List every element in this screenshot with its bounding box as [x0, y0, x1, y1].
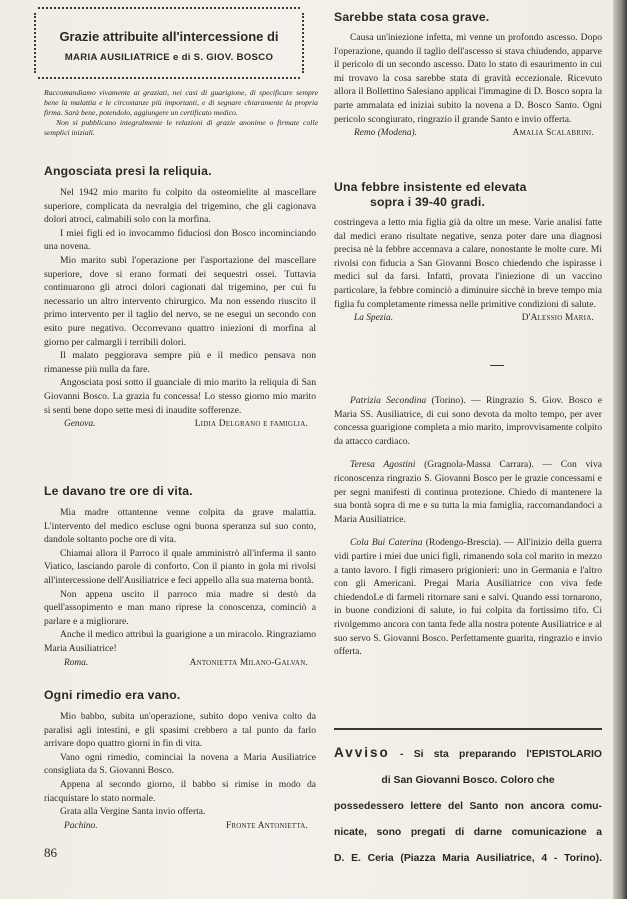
signature-place: Genova.: [64, 419, 96, 430]
signature-line: [334, 312, 602, 326]
signature-name: Antonietta Milano-Galvan.: [189, 657, 308, 668]
grace-text: (Rodengo-Brescia). — All'inizio della guerra vidi partire i miei due unici figli, rimanendo sola col marito in mezzo a tanto lavoro. I figli rimasero prigionieri: uno in Germania e l'altro con gli Americani. Pregai Maria Ausiliatrice con viva fede chiedendoLe di farmeli ritornare sani e salvi. Quando essi tornarono, in buone condizioni di salute, io fui colpita da fortissimo tifo. Ci rivolgemmo ancora con tanta fede alla nostra potente Ausiliatrice e al suo servo S. Giovanni Bosco. Perfettamente guarita, ringrazio e invio offerta.: [334, 537, 602, 658]
signature-name: Lidia Delgrano e famiglia.: [194, 419, 308, 430]
grace-entry: [334, 536, 602, 658]
paragraph: Appena al secondo giorno, il babbo si rimise in modo da riacquistare lo stato normale.: [44, 778, 316, 804]
signature-line: [44, 657, 316, 671]
section-title-line2: sopra i 39-40 gradi.: [370, 195, 486, 209]
section-title: Ogni rimedio era vano.: [44, 688, 181, 702]
header-subtitle: MARIA AUSILIATRICE e di S. GIOV. BOSCO: [64, 52, 274, 63]
signature-line: [44, 820, 316, 834]
avviso-lead: Avviso: [334, 745, 390, 760]
grace-text: (Gragnola-Massa Carrara). — Con viva riconoscenza ringrazio S. Giovanni Bosco per le grazie concessami e per segni manifesti di continua protezione. Chiedo di mantenere la sua bontà sopra di me e su tutta la mia famiglia, raccomandandoci a Maria Ausiliatrice.: [334, 459, 603, 525]
avviso-line-2: di San Giovanni Bosco. Coloro che: [381, 775, 555, 786]
paragraph: Vano ogni rimedio, cominciai la novena a Maria Ausiliatrice consigliata da S. Giovanni Bosco.: [44, 751, 316, 777]
avviso-text: - Si sta preparando l'EPISTOLARIO: [400, 749, 602, 760]
grace-name: Teresa Agostini: [350, 459, 416, 471]
short-graces: [334, 394, 602, 659]
note-paragraph-2: Non si pubblicano integralmente le relazioni di grazie anonime o firmate colle semplici iniziali.: [44, 118, 318, 137]
grace-entry: [334, 458, 602, 526]
note-paragraph-1: Raccomandiamo vivamente ai graziati, nei casi di guarigione, di specificare sempre bene la malattia e le circostanze più importanti, e di segnare chiaramente la propria firma. Sarà bene, potendolo, aggiungere un certificato medico.: [44, 88, 318, 117]
paragraph: Mio babbo, subita un'operazione, subito dopo veniva colto da paralisi agli intestini, e gli spasimi crebbero a tal punto da farlo arrivare dopo quattro giorni in fin di vita.: [44, 711, 316, 750]
signature-name: Fronte Antonietta.: [225, 820, 308, 831]
section-title: Sarebbe stata cosa grave.: [334, 10, 490, 24]
paragraph: Nel 1942 mio marito fu colpito da osteomielite al mascellare superiore, complicata da nevralgia del trigemino, che gli cagionava dolori atroci, calmabili solo con la morfina.: [44, 187, 316, 226]
avviso-notice: [334, 728, 602, 872]
signature-place: La Spezia.: [354, 313, 394, 324]
section-rimedio: [44, 688, 316, 833]
paragraph: Non appena uscito il parroco mia madre si destò da quell'assopimento e man mano riprese la conoscenza, cominciò a parlare e a migliorare.: [44, 588, 316, 627]
grace-name: Cola Bui Caterina: [350, 537, 423, 549]
paragraph: I miei figli ed io invocammo fiduciosi don Bosco incominciando una novena.: [44, 227, 316, 253]
section-cosa-grave: [334, 10, 602, 141]
binding-gutter: [613, 0, 627, 899]
avviso-line-4: nicate, sono pregati di darne comunicazione a: [334, 827, 602, 838]
paragraph: Mio marito subì l'operazione per l'asportazione del mascellare superiore, dove si erano formati dei sequestri ossei. Tuttavia continuarono gli atroci dolori cagionati dal trigemino, per cui fu necessario un altro intervento chirurgico. Ma non essendo riuscito il primo intervento per il taglio del nervo, se ne eseguì un secondo con esito pure negativo. Occorrevano quattro iniezioni di morfina al giorno per calmargli i terribili dolori.: [44, 254, 316, 348]
paragraph: Anche il medico attribuì la guarigione a un miracolo. Ringraziamo Maria Ausiliatrice!: [44, 629, 316, 654]
signature-place: Remo (Modena).: [354, 128, 417, 139]
paragraph: Causa un'iniezione infetta, mi venne un profondo ascesso. Dopo l'operazione, quando il taglio dell'ascesso si stava chiudendo, apparve il pericolo di un secondo ascesso. Dato lo stato di esaurimento in cui mi trovavo la cosa sarebbe stata di gravità eccezionale. Ricevuto allora il Bollettino Salesiano applicai l'immagine di D. Bosco sopra la parte ammalata ed iniziai subito la novena a D. Bosco Santo. Ogni pericolo scongiurato, ringrazio il grande Santo e invio offerta.: [334, 32, 602, 125]
signature-name: Amalia Scalabrini.: [512, 128, 594, 139]
paragraph: Mia madre ottantenne venne colpita da grave malattia. L'intervento del medico escluse ogni buona speranza sul suo conto, dandole soltanto poche ore di vita.: [44, 507, 316, 546]
signature-line: [334, 127, 602, 141]
separator-dash: [490, 365, 504, 366]
avviso-line-3: possedessero lettere del Santo non ancora comu-: [334, 801, 602, 812]
avviso-line-1: [334, 740, 602, 768]
signature-place: Pachino.: [64, 820, 98, 831]
section-tre-ore: [44, 484, 316, 670]
page-number: 86: [44, 845, 57, 860]
editorial-note: [44, 88, 318, 138]
header-box: [38, 7, 300, 79]
section-title-line1: Una febbre insistente ed elevata: [334, 180, 527, 194]
paragraph: Il malato peggiorava sempre più e il medico pensava non rimanesse più nulla da fare.: [44, 350, 316, 375]
signature-line: [44, 418, 316, 432]
section-angosciata: [44, 164, 316, 432]
section-febbre: [334, 180, 602, 326]
signature-name: D'Alessio Maria.: [521, 313, 594, 324]
avviso-line-5: D. E. Ceria (Piazza Maria Ausiliatrice, 4 - Torino).: [334, 853, 602, 864]
grace-text: (Torino). — Ringrazio S. Giov. Bosco e Maria SS. Ausiliatrice, di cui sono devota da molto tempo, per aver concessa guarigione completa a mio marito, improvvisamente colpito da attacco cardiaco.: [334, 395, 602, 447]
paragraph: Grata alla Vergine Santa invio offerta.: [60, 806, 206, 818]
grace-name: Patrizia Secondina: [350, 395, 427, 406]
paragraph: Chiamai allora il Parroco il quale amministrò all'inferma il santo Viatico, lasciando parole di conforto. Con il pianto in gola mi rivolsi all'intercessione dell'Ausiliatrice e feci appello alla sua materna bontà.: [44, 547, 316, 586]
section-title: Le davano tre ore di vita.: [44, 484, 193, 498]
paragraph: Angosciata posi sotto il guanciale di mio marito la reliquia di San Giovanni Bosco. La grazia fu concessa! Lo stesso giorno mio marito si sentì bene dopo sette mesi di inaudite sofferenze.: [44, 377, 316, 416]
section-title: Angosciata presi la reliquia.: [44, 164, 212, 178]
signature-place: Roma.: [64, 657, 89, 668]
header-title: Grazie attribuite all'intercessione di: [59, 29, 279, 44]
grace-entry: [334, 394, 602, 448]
paragraph: costringeva a letto mia figlia già da oltre un mese. Varie analisi fatte dal medici erano risultate negative, senza poter dare una diagnosi precisa nè la febbre accennava a calare, nonostante le molte cure. Mi rivolsi con fiducia a San Giovanni Bosco chiedendo che ispirasse i medici sul da farsi. Infatti, provata l'iniezione di un vaccino particolare, la febbre cominciò a diminuire sicchè in breve tempo mia figlia fu completamente rimessa nelle primitive condizioni di salute.: [334, 217, 602, 310]
